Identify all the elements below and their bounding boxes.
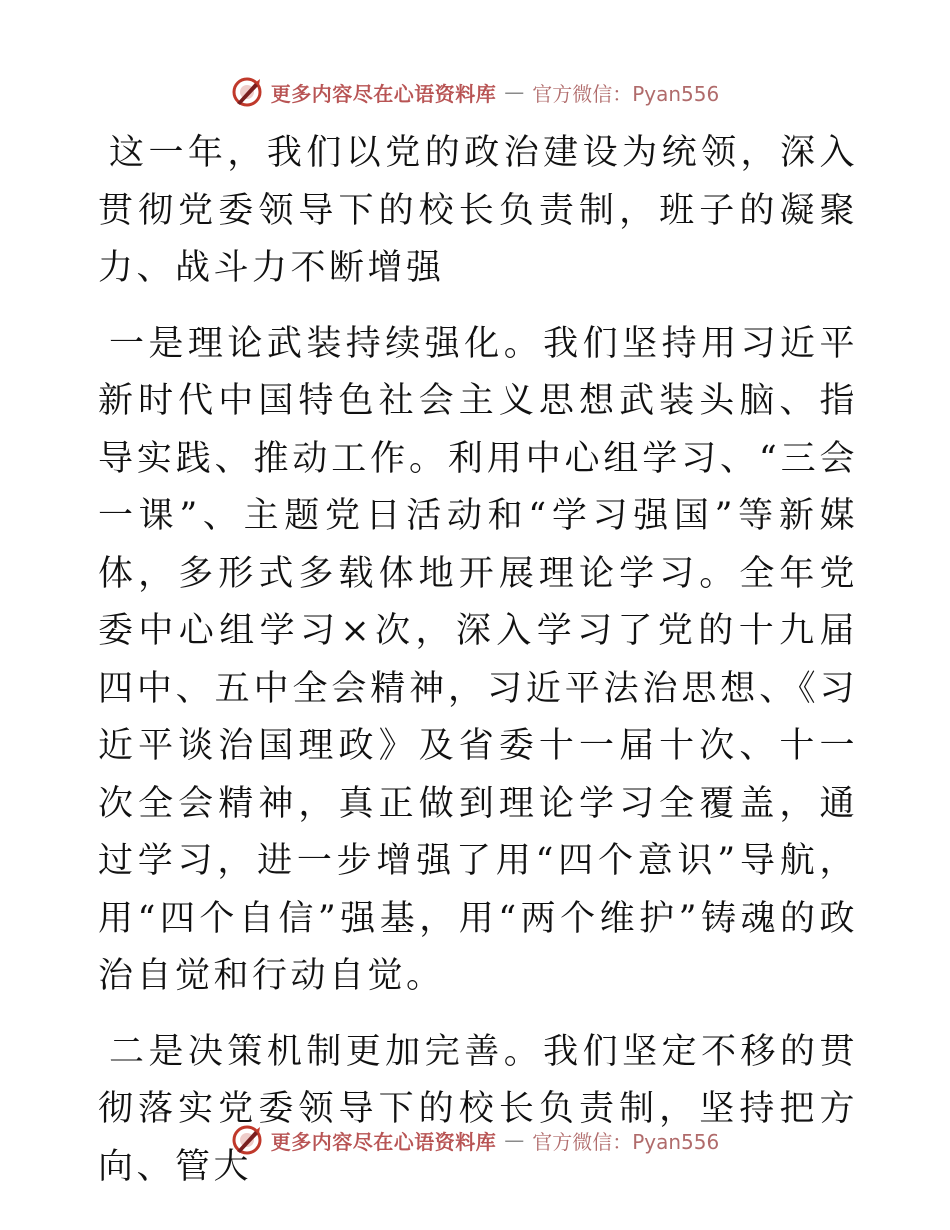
paragraph — [98, 125, 858, 298]
paragraph — [98, 1024, 858, 1197]
brand-dash: — — [504, 1128, 525, 1152]
paragraph-text: 二是决策机制更加完善。我们坚定不移的贯彻落实党委领导下的校长负责制，坚持把方向、管大 — [98, 1031, 858, 1187]
paragraph-text: 一是理论武装持续强化。我们坚持用习近平新时代中国特色社会主义思想武装头脑、指导实践、推动工作。利用中心组学习、“三会一课”、主题党日活动和“学习强国”等新媒体，多形式多载体地开展理论学习。全年党委中心组学习×次，深入学习了党的十九届四中、五中全会精神，习近平法治思想、《习近平谈治国理政》及省委十一届十次、十一次全会精神，真正做到理论学习全覆盖，通过学习，进一步增强了用“四个意识”导航，用“四个自信”强基，用“两个维护”铸魂的政治自觉和行动自觉。 — [98, 323, 858, 996]
paragraph — [98, 316, 858, 1006]
wechat-text: 官方微信：Pyan556 — [532, 81, 720, 106]
footer-watermark — [0, 1120, 950, 1160]
quill-pen-logo-icon — [231, 1124, 263, 1156]
wechat-text: 官方微信：Pyan556 — [532, 1129, 720, 1154]
paragraph-text: 这一年，我们以党的政治建设为统领，深入贯彻党委领导下的校长负责制，班子的凝聚力、战斗力不断增强 — [98, 133, 858, 288]
header-watermark — [0, 72, 950, 112]
brand-text: 更多内容尽在心语资料库 — [270, 81, 497, 106]
brand-text: 更多内容尽在心语资料库 — [270, 1129, 497, 1154]
document-body — [98, 125, 858, 1214]
brand-dash: — — [504, 80, 525, 104]
quill-pen-logo-icon — [231, 76, 263, 108]
